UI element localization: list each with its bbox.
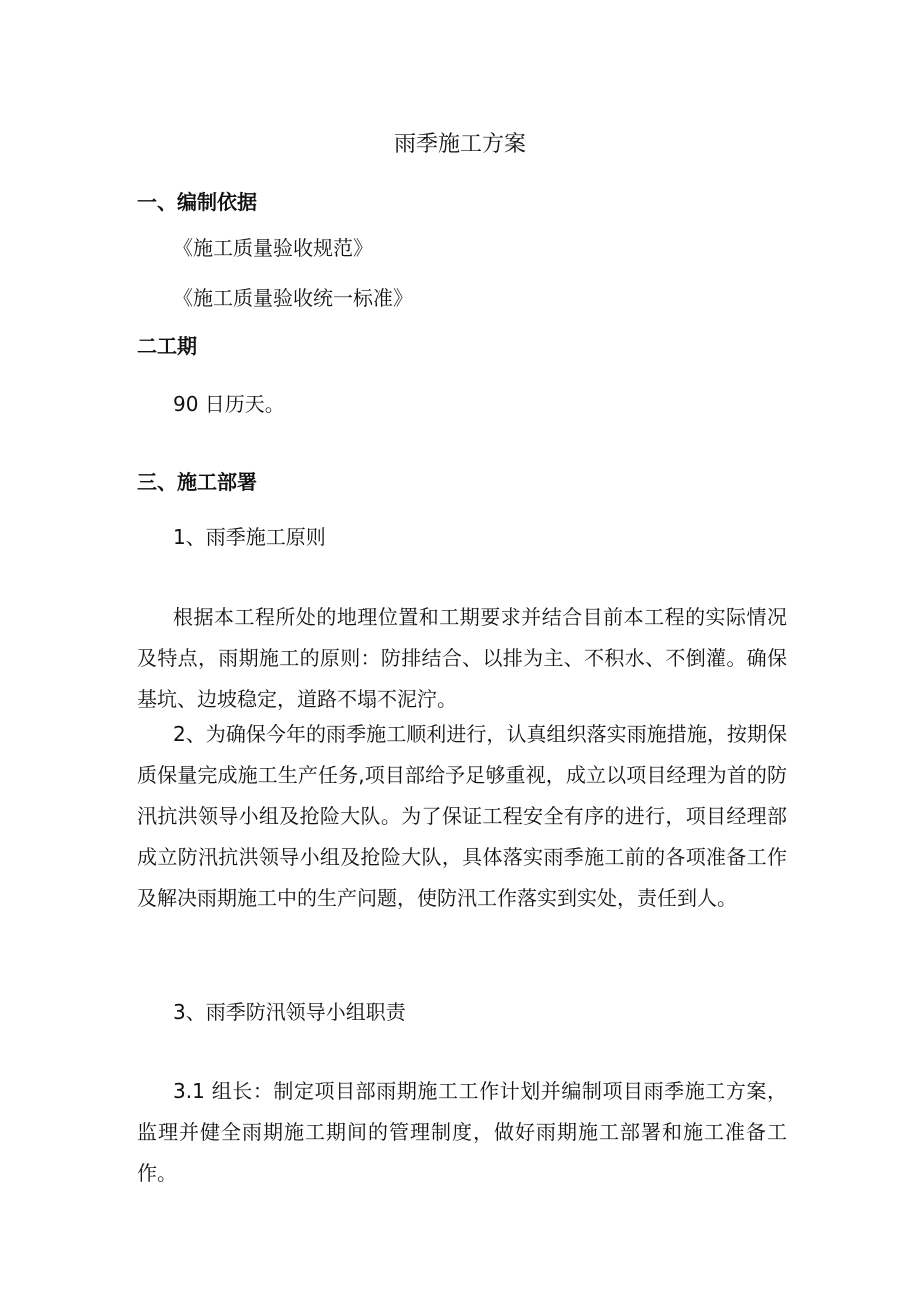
subheading-duties: 3、雨季防汛领导小组职责 — [173, 1000, 406, 1024]
section-heading-deployment: 三、施工部署 — [137, 470, 257, 494]
paragraph-leader-duty: 3.1 组长：制定项目部雨期施工工作计划并编制项目雨季施工方案，监理并健全雨期施工期间的管理制度，做好雨期施工部署和施工准备工作。 — [137, 1079, 787, 1185]
section-heading-basis: 一、编制依据 — [137, 190, 257, 214]
duration-text: 90 日历天。 — [173, 392, 285, 416]
subheading-principle: 1、雨季施工原则 — [173, 525, 326, 549]
document-title: 雨季施工方案 — [393, 132, 526, 157]
section-heading-duration: 二工期 — [137, 334, 197, 358]
paragraph-organization: 2、为确保今年的雨季施工顺利进行，认真组织落实雨施措施，按期保质保量完成施工生产任务,项目部给予足够重视，成立以项目经理为首的防汛抗洪领导小组及抢险大队。为了保证工程安全有序的进行，项目经理部成立防汛抗洪领导小组及抢险大队，具体落实雨季施工前的各项准备工作及解决雨期施工中的生产问题，使防汛工作落实到实处，责任到人。 — [137, 722, 787, 910]
paragraph-principle: 根据本工程所处的地理位置和工期要求并结合目前本工程的实际情况及特点，雨期施工的原则：防排结合、以排为主、不积水、不倒灌。确保基坑、边坡稳定，道路不塌不泥泞。 — [137, 605, 787, 711]
basis-item: 《施工质量验收规范》 — [173, 236, 373, 260]
basis-item: 《施工质量验收统一标准》 — [173, 286, 413, 310]
